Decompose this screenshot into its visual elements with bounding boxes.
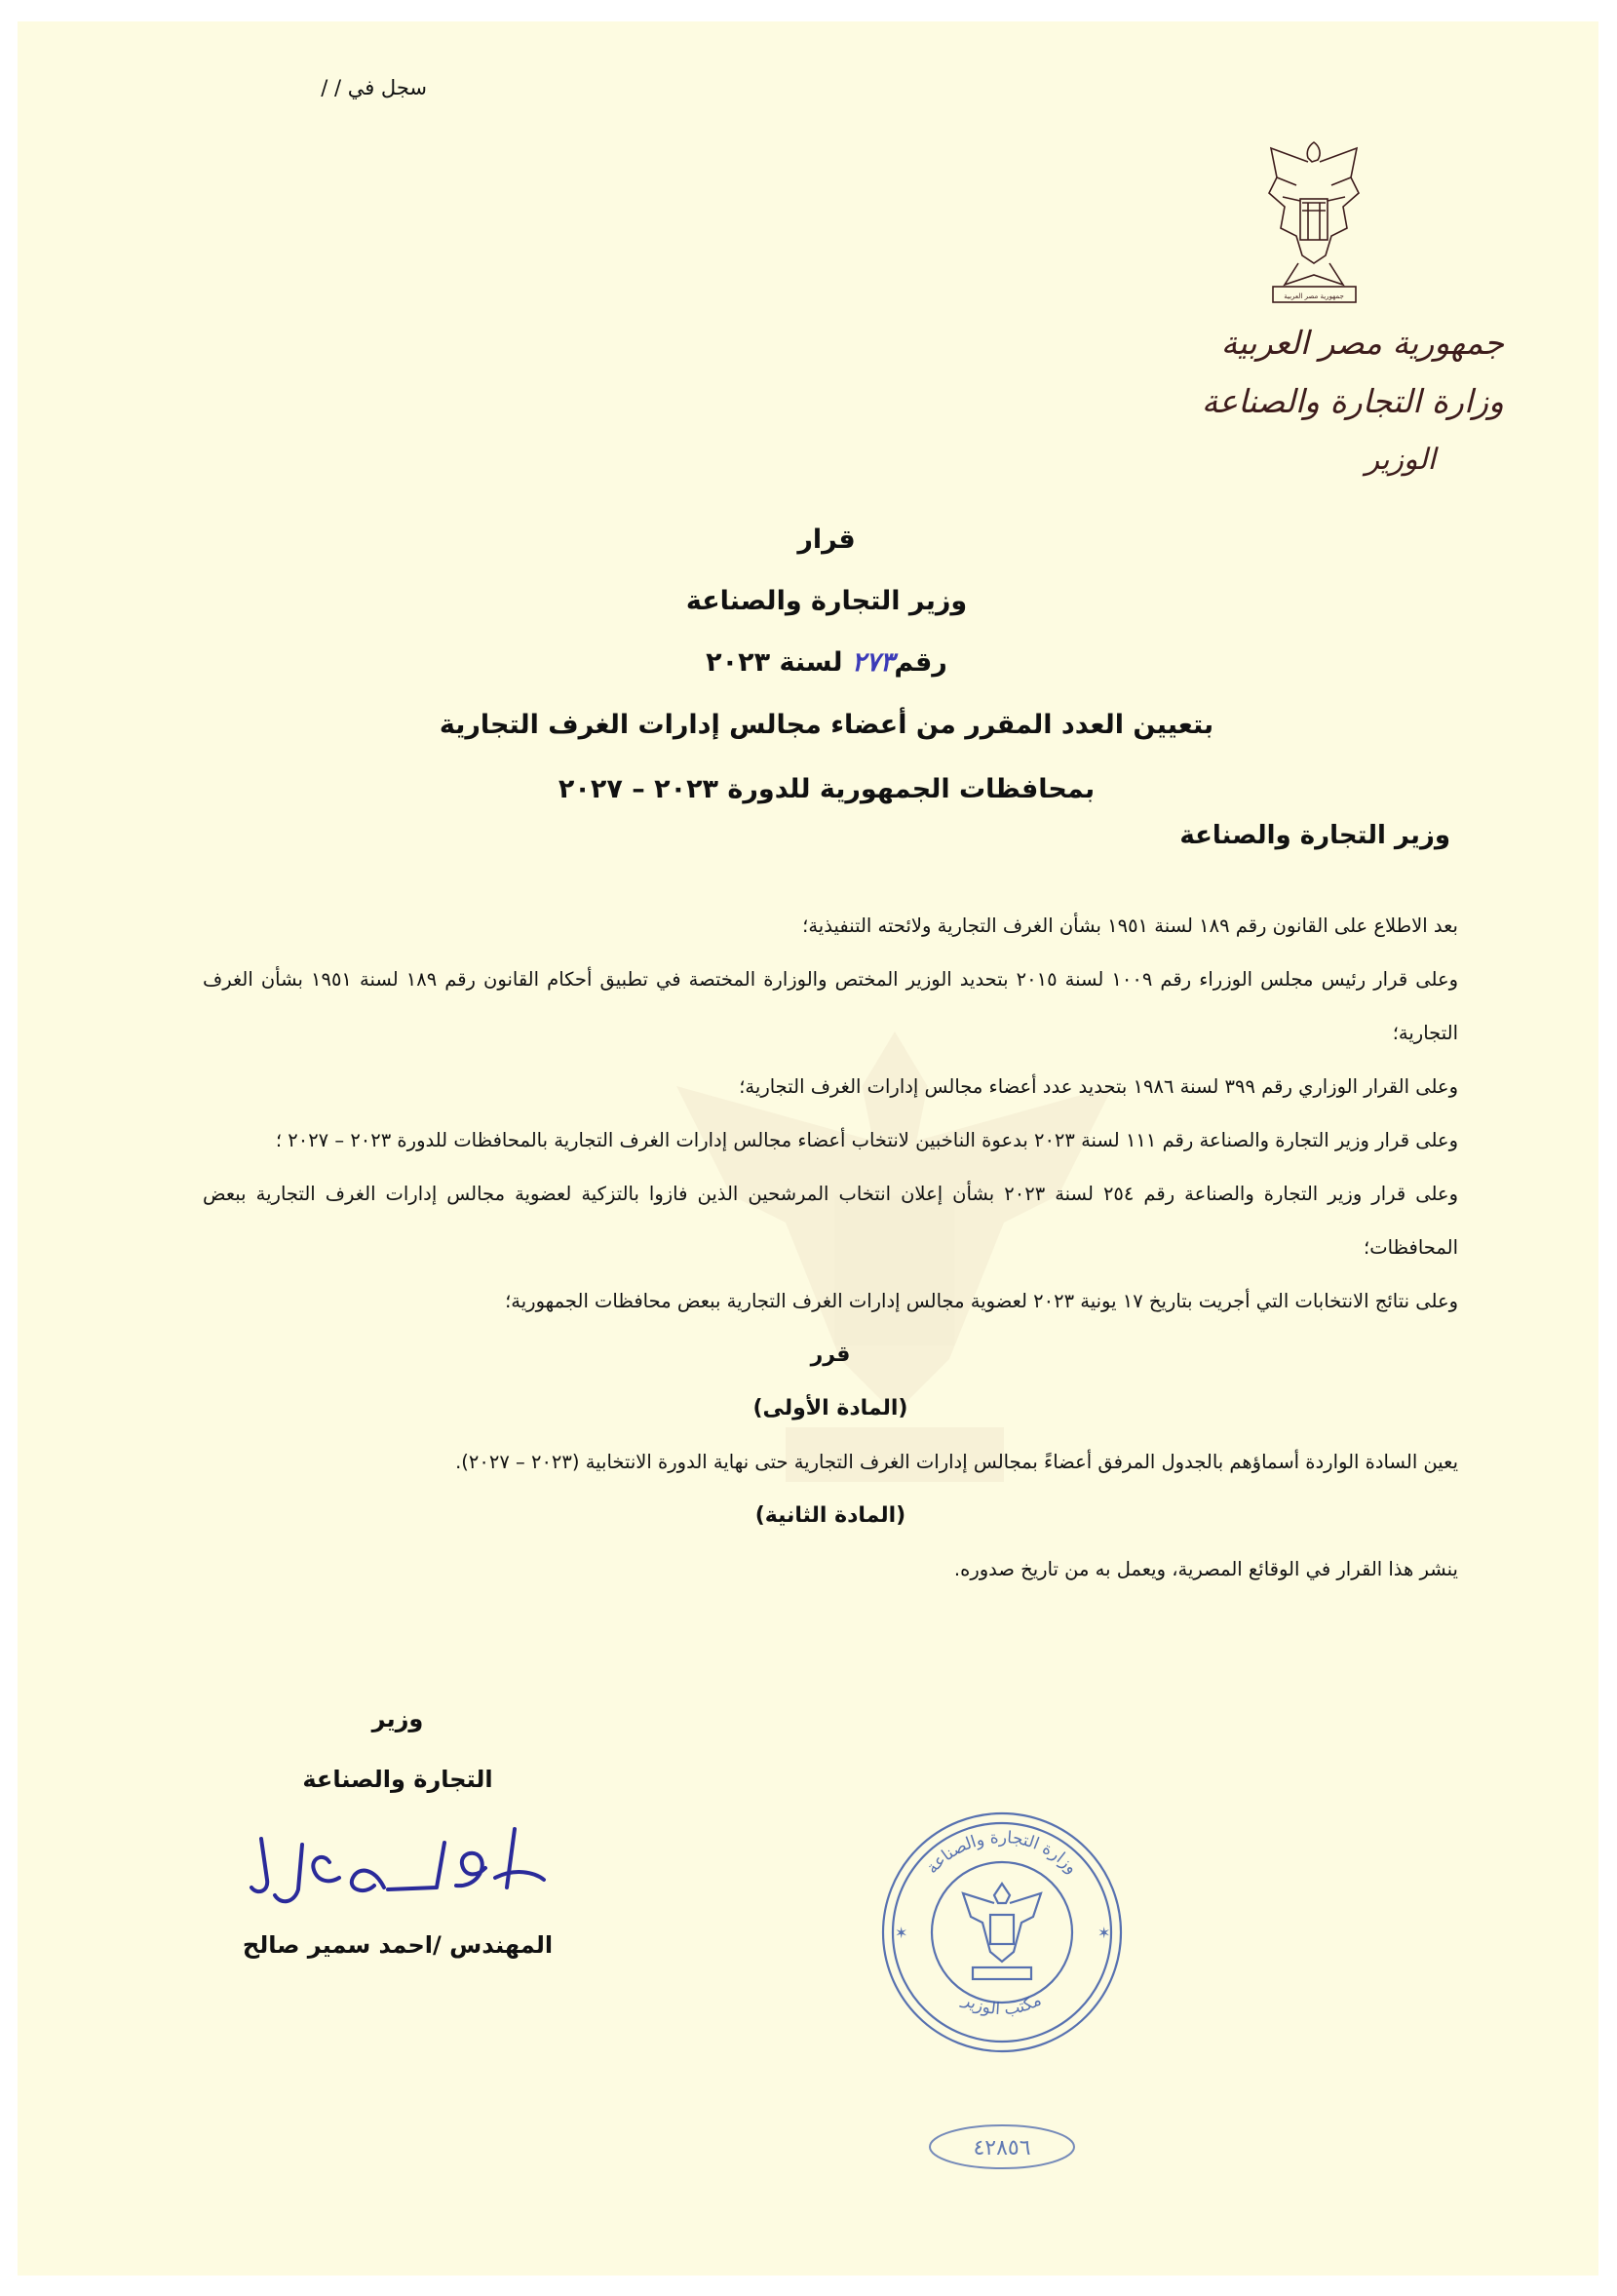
preamble-item: وعلى قرار رئيس مجلس الوزراء رقم ١٠٠٩ لسنة ٢٠١٥ بتحديد الوزير المختص والوزارة المختصة في تطبيق أحكام القانون رقم ١٨٩ لسنة ١٩٥١ بشأن الغرف التجارية؛: [203, 968, 1458, 1044]
signature-text: احمد سمير صالح: [393, 1912, 403, 1913]
svg-text:✶: ✶: [895, 1924, 908, 1942]
resolution-heading: قرر: [810, 1343, 851, 1367]
preamble-heading: وزير التجارة والصناعة: [1179, 821, 1450, 850]
signatory-name: المهندس /احمد سمير صالح: [242, 1931, 554, 1959]
decree-subject-line-1: بتعيين العدد المقرر من أعضاء مجالس إدارات الغرف التجارية: [439, 710, 1214, 740]
decree-number-suffix: لسنة ٢٠٢٣: [706, 647, 843, 678]
preamble-item: بعد الاطلاع على القانون رقم ١٨٩ لسنة ١٩٥١ بشأن الغرف التجارية ولائحته التنفيذية؛: [802, 915, 1458, 937]
preamble-item: وعلى قرار وزير التجارة والصناعة رقم ١١١ لسنة ٢٠٢٣ بدعوة الناخبين لانتخاب أعضاء مجالس إدارات الغرف التجارية بالمحافظات للدورة ٢٠٢٣ – ٢٠٢٧ ؛: [275, 1129, 1458, 1151]
svg-text:✶: ✶: [1097, 1924, 1111, 1942]
emblem-caption: جمهورية مصر العربية: [1284, 292, 1344, 300]
article-2-title: (المادة الثانية): [754, 1503, 906, 1528]
signature-block: [193, 1689, 602, 1969]
preamble-item: وعلى نتائج الانتخابات التي أجريت بتاريخ ١٧ يونية ٢٠٢٣ لعضوية مجالس إدارات الغرف التجارية ببعض محافظات الجمهورية؛: [505, 1290, 1458, 1312]
letterhead-country: جمهورية مصر العربية: [1220, 324, 1504, 362]
stamp-top-text: وزارة التجارة والصناعة: [922, 1827, 1082, 1879]
decree-title-block: [115, 509, 1538, 822]
ministry-letterhead: [1168, 314, 1504, 489]
eagle-emblem-icon: [1263, 138, 1366, 314]
decree-number-handwritten: ٢٧٣: [851, 647, 895, 678]
signatory-title-1: وزير: [371, 1705, 424, 1732]
stamp-bottom-text: مكتب الوزير: [959, 1990, 1045, 2020]
letterhead-ministry: وزارة التجارة والصناعة: [1201, 382, 1504, 420]
preamble-item: وعلى القرار الوزاري رقم ٣٩٩ لسنة ١٩٨٦ بتحديد عدد أعضاء مجالس إدارات الغرف التجارية؛: [739, 1075, 1458, 1098]
signatory-title-2: التجارة والصناعة: [302, 1766, 493, 1793]
handwritten-signature: [193, 1810, 602, 1917]
preamble-item: وعلى قرار وزير التجارة والصناعة رقم ٢٥٤ لسنة ٢٠٢٣ بشأن إعلان انتخاب المرشحين الذين فازوا بالتزكية لعضوية مجالس إدارات الغرف التجارية ببعض المحافظات؛: [203, 1183, 1458, 1259]
article-1-text: يعين السادة الواردة أسماؤهم بالجدول المرفق أعضاءً بمجالس إدارات الغرف التجارية حتى نهاية الدورة الانتخابية (٢٠٢٣ – ٢٠٢٧).: [455, 1451, 1458, 1473]
ministry-stamp: [875, 1806, 1129, 2059]
registration-date-line: سجل في / /: [321, 76, 427, 99]
reference-number-oval: [924, 2118, 1080, 2176]
svg-text:وزارة التجارة والصناعة: [923, 1828, 1082, 1878]
decree-body: [203, 899, 1458, 1596]
article-1-title: (المادة الأولى): [752, 1396, 908, 1420]
decree-subject-line-2: بمحافظات الجمهورية للدورة ٢٠٢٣ – ٢٠٢٧: [558, 774, 1096, 804]
svg-text:مكتب الوزير: [958, 1990, 1044, 2019]
decree-number: [115, 632, 1538, 693]
reference-number: ٤٢٨٥٦: [973, 2136, 1031, 2160]
letterhead-office: الوزير: [1365, 443, 1436, 477]
article-2-text: ينشر هذا القرار في الوقائع المصرية، ويعمل به من تاريخ صدوره.: [953, 1558, 1458, 1580]
decree-issuer: وزير التجارة والصناعة: [685, 586, 968, 616]
document-page: [18, 21, 1598, 2276]
decree-number-prefix: رقم: [894, 647, 947, 678]
decree-title: قرار: [797, 525, 856, 555]
